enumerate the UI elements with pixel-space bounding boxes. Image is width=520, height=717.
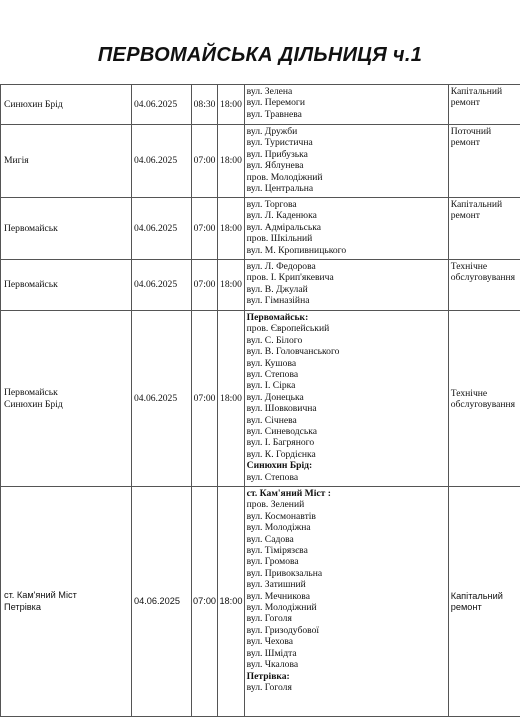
outage-schedule-table [0,84,520,717]
street-name: пров. І. Крип'якевича [247,272,446,283]
work-type-cell [448,125,520,198]
time-to-cell: 18:00 [218,311,244,487]
work-type-text: Поточний [451,126,520,137]
location-cell [1,260,132,311]
work-type-text: ремонт [451,210,520,221]
work-type-text: обслуговування [451,399,520,410]
street-name: вул. Гоголя [247,682,446,693]
street-name: вул. Зелена [247,86,446,97]
street-name: пров. Молодіжний [247,172,446,183]
street-name: вул. Затишний [247,579,446,590]
street-name: вул. Привокзальна [247,568,446,579]
time-to-cell: 18:00 [218,487,244,717]
table-row [1,487,520,717]
date-cell: 04.06.2025 [131,85,191,125]
time-from-cell: 07:00 [191,487,217,717]
date-cell: 04.06.2025 [131,311,191,487]
work-type-text: ремонт [451,97,520,108]
street-name: пров. Шкільний [247,233,446,244]
work-type-text: Капітальний [451,199,520,210]
street-name: пров. Європейський [247,323,446,334]
street-name: вул. В. Головчанського [247,346,446,357]
work-type-text: ремонт [451,137,520,148]
settlement-heading: Первомайськ: [247,312,446,323]
work-type-cell [448,198,520,260]
street-name: вул. Тімірязєва [247,545,446,556]
street-name: вул. Кушова [247,358,446,369]
date-cell: 04.06.2025 [131,125,191,198]
work-type-cell [448,85,520,125]
street-name: вул. Торгова [247,199,446,210]
table-row [1,198,520,260]
streets-cell [244,198,448,260]
street-name: вул. С. Білого [247,335,446,346]
work-type-cell [448,311,520,487]
work-type-text: обслуговування [451,272,520,283]
table-row [1,125,520,198]
street-name: вул. Гризодубової [247,625,446,636]
street-name: вул. Перемоги [247,97,446,108]
street-name: вул. Чкалова [247,659,446,670]
streets-cell [244,260,448,311]
street-name: вул. К. Гордієнка [247,449,446,460]
table-row [1,85,520,125]
work-type-text: Технічне [451,388,520,399]
time-to-cell: 18:00 [218,198,244,260]
streets-cell [244,311,448,487]
street-name: вул. Шовковична [247,403,446,414]
location-cell [1,198,132,260]
streets-cell [244,487,448,717]
street-name: вул. В. Джулай [247,284,446,295]
location-name: Мигія [4,155,129,166]
street-name: вул. Космонавтів [247,511,446,522]
street-name: вул. Адміральська [247,222,446,233]
table-row [1,311,520,487]
street-name: вул. І. Багряного [247,437,446,448]
street-name: вул. Дружби [247,126,446,137]
street-name: вул. Шмідта [247,648,446,659]
street-name: вул. Чехова [247,636,446,647]
street-name: вул. Степова [247,369,446,380]
time-to-cell: 18:00 [218,85,244,125]
time-from-cell: 07:00 [191,125,217,198]
street-name: вул. Громова [247,556,446,567]
settlement-heading: ст. Кам'яний Міст : [247,488,446,499]
location-cell [1,125,132,198]
street-name: вул. Садова [247,534,446,545]
work-type-text: ремонт [451,602,520,613]
street-name: вул. Донецька [247,392,446,403]
street-name: вул. Січнева [247,415,446,426]
time-to-cell: 18:00 [218,125,244,198]
work-type-text: Технічне [451,261,520,272]
location-name: ст. Кам'яний Міст [4,590,129,601]
streets-cell [244,125,448,198]
street-name: вул. Прибузька [247,149,446,160]
location-name: Синюхин Брід [4,399,129,410]
work-type-cell [448,487,520,717]
location-name: Первомайськ [4,387,129,398]
location-cell [1,487,132,717]
street-name: пров. Зелений [247,499,446,510]
location-name: Петрівка [4,602,129,613]
street-name: вул. М. Кропивницького [247,245,446,256]
streets-cell [244,85,448,125]
date-cell: 04.06.2025 [131,487,191,717]
time-from-cell: 07:00 [191,198,217,260]
street-name: вул. Л. Каденюка [247,210,446,221]
street-name: вул. Травнева [247,109,446,120]
location-name: Первомайськ [4,279,129,290]
settlement-heading: Синюхин Брід: [247,460,446,471]
street-name: вул. Яблунева [247,160,446,171]
time-from-cell: 08:30 [191,85,217,125]
location-cell [1,85,132,125]
street-name: вул. Гімназійна [247,295,446,306]
settlement-heading: Петрівка: [247,671,446,682]
time-to-cell: 18:00 [218,260,244,311]
street-name: вул. Синеводська [247,426,446,437]
date-cell: 04.06.2025 [131,198,191,260]
street-name: вул. Центральна [247,183,446,194]
page-title: ПЕРВОМАЙСЬКА ДІЛЬНИЦЯ ч.1 [0,44,520,67]
table-row [1,260,520,311]
street-name: вул. Л. Федорова [247,261,446,272]
street-name: вул. Туристична [247,137,446,148]
time-from-cell: 07:00 [191,311,217,487]
time-from-cell: 07:00 [191,260,217,311]
work-type-text: Капітальний [451,591,520,602]
street-name: вул. І. Сірка [247,380,446,391]
work-type-cell [448,260,520,311]
location-name: Синюхин Брід [4,99,129,110]
date-cell: 04.06.2025 [131,260,191,311]
street-name: вул. Гоголя [247,613,446,624]
work-type-text: Капітальний [451,86,520,97]
street-name: вул. Молодіжна [247,522,446,533]
location-name: Первомайськ [4,223,129,234]
location-cell [1,311,132,487]
street-name: вул. Молодіжний [247,602,446,613]
street-name: вул. Степова [247,472,446,483]
street-name: вул. Мечникова [247,591,446,602]
